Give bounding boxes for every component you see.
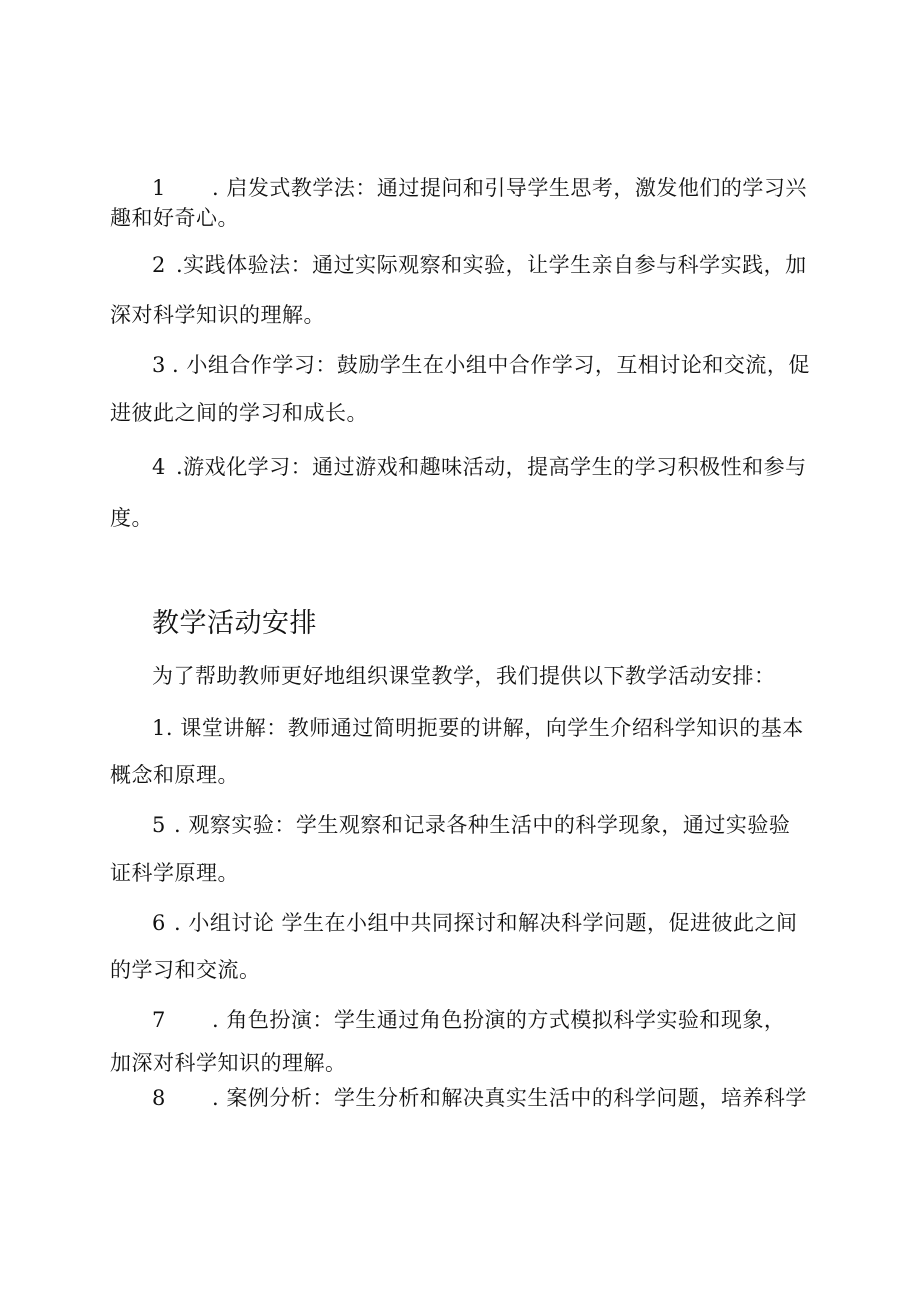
- activity-5-text: . 观察实验：学生观察和记录各种生活中的科学现象，通过实验验: [174, 813, 791, 837]
- activity-7-line1: [152, 1005, 852, 1035]
- activity-1-text: . 课堂讲解：教师通过简明扼要的讲解，向学生介绍科学知识的基本: [165, 716, 804, 740]
- method-4-number: 4: [152, 455, 166, 479]
- method-4-text: .游戏化学习：通过游戏和趣味活动，提高学生的学习积极性和参与: [176, 455, 807, 479]
- method-4-line1: [152, 452, 852, 482]
- method-1-number: 1: [152, 176, 166, 200]
- method-2-line2: 深对科学知识的理解。: [110, 303, 325, 327]
- activity-5-number: 5: [152, 813, 166, 837]
- activity-7-number: 7: [152, 1008, 166, 1032]
- activity-1-number: 1: [152, 716, 166, 740]
- section-intro: 为了帮助教师更好地组织课堂教学，我们提供以下教学活动安排：: [152, 664, 776, 688]
- method-1-line2: 趣和好奇心。: [110, 206, 239, 230]
- method-2-line1: [152, 250, 852, 280]
- activity-5-line1: [152, 810, 852, 840]
- method-3-text: . 小组合作学习：鼓励学生在小组中合作学习，互相讨论和交流，促: [172, 353, 810, 377]
- method-2-number: 2: [152, 253, 166, 277]
- section-title: 教学活动安排: [152, 608, 317, 639]
- method-1-text: . 启发式教学法：通过提问和引导学生思考，激发他们的学习兴: [212, 176, 807, 200]
- activity-5-line2: 证科学原理。: [110, 861, 239, 885]
- activity-6-text: . 小组讨论 学生在小组中共同探讨和解决科学问题，促进彼此之间: [174, 911, 798, 935]
- method-1-line1: [152, 173, 852, 203]
- method-3-line2: 进彼此之间的学习和成长。: [110, 401, 368, 425]
- activity-8-text: . 案例分析：学生分析和解决真实生活中的科学问题，培养科学: [212, 1086, 807, 1110]
- activity-1-line2: 概念和原理。: [110, 763, 239, 787]
- method-3-number: 3: [152, 353, 166, 377]
- method-2-text: .实践体验法：通过实际观察和实验，让学生亲自参与科学实践，加: [176, 253, 807, 277]
- method-4-line2: 度。: [110, 506, 153, 530]
- activity-6-number: 6: [152, 911, 166, 935]
- activity-7-line2: 加深对科学知识的理解。: [110, 1051, 347, 1075]
- activity-8-line1: [152, 1083, 852, 1113]
- method-3-line1: [152, 350, 852, 380]
- activity-6-line1: [152, 908, 852, 938]
- activity-7-text: . 角色扮演：学生通过角色扮演的方式模拟科学实验和现象，: [212, 1008, 786, 1032]
- activity-1-line1: [152, 713, 852, 743]
- activity-6-line2: 的学习和交流。: [110, 958, 261, 982]
- activity-8-number: 8: [152, 1086, 166, 1110]
